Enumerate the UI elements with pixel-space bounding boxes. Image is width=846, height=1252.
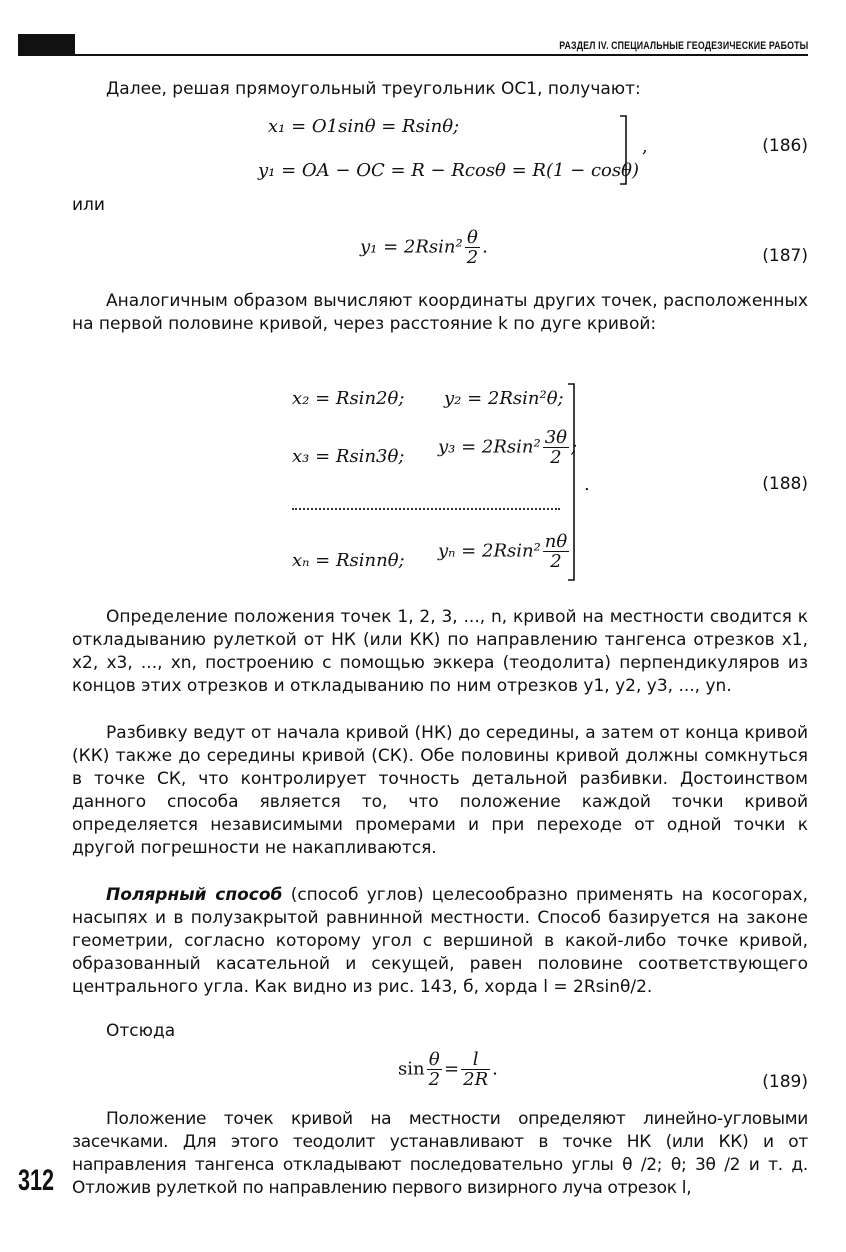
eq186-line2: y₁ = OA − OC = R − Rcosθ = R(1 − cosθ) bbox=[258, 160, 639, 181]
eq188-tail: . bbox=[584, 474, 590, 495]
eq188-r1x: x₂ = Rsin2θ; bbox=[292, 388, 405, 409]
eq188-r3y bbox=[438, 532, 571, 571]
paragraph-analog-text: Аналогичным образом вычисляют координаты других точек, расположенных на первой половине кривой, через расстояние k по дуге кривой: bbox=[72, 291, 808, 334]
eq188-dotted-row bbox=[292, 508, 560, 510]
eq186-tail: , bbox=[642, 136, 648, 157]
paragraph-position-text: Положение точек кривой на местности определяют линейно-угловыми засечками. Для этого теодолит устанавливают в точке НК (или КК) и от направления тангенса откладывают последовательно углы θ /2; θ; 3θ /2 и т. д. Отложив рулеткой по направлению первого визирного луча отрезок l, bbox=[72, 1109, 808, 1198]
eq187-den: 2 bbox=[466, 247, 479, 268]
paragraph-staking-text: Разбивку ведут от начала кривой (НК) до середины, а затем от конца кривой (КК) также до середины кривой (СК). Обе половины кривой должны сомкнуться в точке СК, что контролирует точность детальной разбивки. Достоинством данного способа является то, что положение каждой точки кривой определяется независимыми промерами и при переходе от одной точки к другой погрешности не накапливаются. bbox=[72, 723, 808, 858]
eq189-den1: 2 bbox=[428, 1069, 441, 1090]
paragraph-analog bbox=[72, 290, 808, 336]
eq188-r2y-lhs: y₃ = 2Rsin² bbox=[438, 436, 541, 458]
eq189-sin: sin bbox=[398, 1058, 425, 1080]
eq189-num2: l bbox=[472, 1049, 479, 1070]
eq188-r3y-lhs: yₙ = 2Rsin² bbox=[438, 540, 541, 562]
eq187-fraction bbox=[465, 228, 480, 267]
eq188-r3-den: 2 bbox=[543, 551, 569, 571]
paragraph-hence bbox=[72, 1020, 808, 1043]
eq188-brace bbox=[566, 382, 586, 582]
eq188-r3x: xₙ = Rsinnθ; bbox=[292, 550, 405, 571]
paragraph-polar bbox=[72, 884, 808, 999]
eq187-tail: . bbox=[482, 236, 488, 258]
eq187 bbox=[360, 228, 488, 267]
eq188-number: (188) bbox=[762, 474, 808, 494]
eq188-r2-den: 2 bbox=[543, 447, 569, 467]
eq189-fraction-left bbox=[427, 1050, 442, 1089]
eq189-fraction-right bbox=[461, 1050, 490, 1089]
paragraph-staking bbox=[72, 722, 808, 860]
paragraph-intro-text: Далее, решая прямоугольный треугольник OC1, получают: bbox=[106, 79, 641, 99]
eq188-r2-tail: ; bbox=[571, 436, 578, 458]
eq188-r2-num: 3θ bbox=[544, 427, 568, 448]
eq189-num1: θ bbox=[428, 1049, 440, 1070]
paragraph-definition-text: Определение положения точек 1, 2, 3, ..., n, кривой на местности сводится к откладыванию рулеткой от НК (или КК) по направлению тангенса отрезков x1, x2, x3, ..., xn, построению с помощью эккера (теодолита) перпендикуляров из концов этих отрезков и откладыванию по ним отрезков y1, y2, y3, ..., yn. bbox=[72, 607, 808, 696]
paragraph-definition bbox=[72, 606, 808, 698]
paragraph-intro bbox=[72, 78, 808, 101]
paragraph-polar-text: (способ углов) целесообразно применять на косогорах, насыпях и в полузакрытой равнинной местности. Способ базируется на законе геометрии, согласно которому угол с вершиной в какой-либо точке кривой, образованный касательной и секущей, равен половине соответствующего центрального угла. Как видно из рис. 143, б, хорда l = 2Rsinθ/2. bbox=[72, 885, 808, 997]
running-header: РАЗДЕЛ IV. СПЕЦИАЛЬНЫЕ ГЕОДЕЗИЧЕСКИЕ РАБОТЫ bbox=[558, 40, 808, 52]
eq188-r3-num: nθ bbox=[544, 531, 568, 552]
eq189-number: (189) bbox=[762, 1072, 808, 1092]
connector-or: или bbox=[72, 195, 105, 215]
header-black-block bbox=[18, 34, 75, 56]
polar-method-term: Полярный способ bbox=[106, 885, 283, 905]
eq187-num: θ bbox=[467, 227, 478, 248]
eq189-equals: = bbox=[444, 1058, 460, 1080]
page-number: 312 bbox=[18, 1164, 55, 1197]
eq186-number: (186) bbox=[762, 136, 808, 156]
eq187-number: (187) bbox=[762, 246, 808, 266]
paragraph-position bbox=[72, 1108, 808, 1200]
eq189-den2: 2R bbox=[463, 1069, 489, 1090]
eq188-r2x: x₃ = Rsin3θ; bbox=[292, 446, 405, 467]
header-rule bbox=[18, 54, 808, 56]
paragraph-hence-text: Отсюда bbox=[106, 1021, 176, 1041]
eq188-r1y: y₂ = 2Rsin²θ; bbox=[444, 388, 564, 409]
eq186-brace bbox=[618, 114, 638, 186]
eq189-tail: . bbox=[492, 1058, 498, 1080]
eq188-r2y bbox=[438, 428, 577, 467]
eq186-line1: x₁ = O1sinθ = Rsinθ; bbox=[268, 116, 460, 137]
eq189 bbox=[398, 1050, 498, 1089]
eq187-lhs: y₁ = 2Rsin² bbox=[360, 236, 463, 258]
